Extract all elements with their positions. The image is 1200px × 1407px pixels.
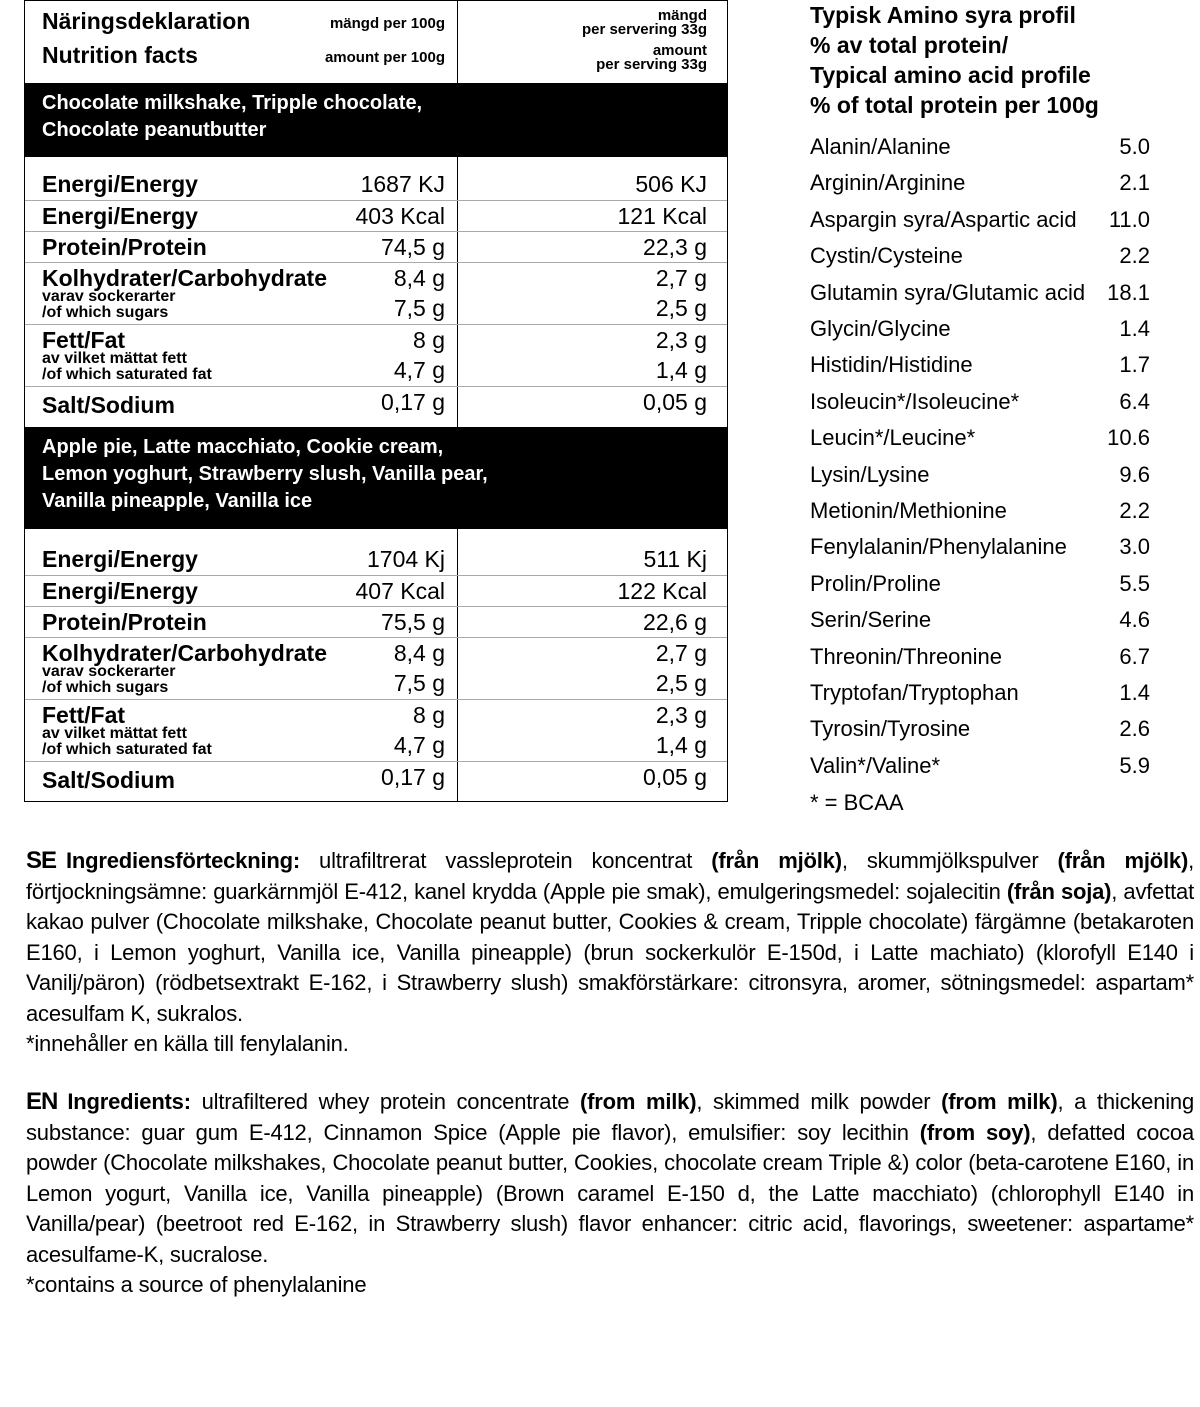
ingredients-en-note: *contains a source of phenylalanine [26, 1272, 367, 1297]
ingredients-se-note: *innehåller en källa till fenylalanin. [26, 1031, 349, 1056]
amino-row [810, 134, 1190, 170]
nutrition-table [24, 0, 728, 802]
amino-row [810, 170, 1190, 206]
text: , förtjockningsämne: guarkärnmjöl E-412, kanel krydda (Apple pie smak), emulgeringsmedel: sojalecitin [26, 848, 1195, 904]
value-per100: 0,17 g [381, 389, 445, 415]
g1-row-satfat [25, 350, 727, 386]
value-perserving: 122 Kcal [617, 578, 707, 604]
value-per100: 7,5 g [393, 670, 445, 696]
g2-row-energy-kj [25, 544, 727, 575]
value-per100: 8 g [413, 702, 445, 728]
value-perserving: 22,6 g [643, 609, 707, 635]
col-per100-en: amount per 100g [324, 49, 445, 66]
ingredients-se [26, 846, 1194, 1060]
value-per100: 74,5 g [381, 234, 445, 260]
flavor-group-2-line1: Apple pie, Latte macchiato, Cookie cream, [42, 436, 444, 458]
flavor-group-1-band [25, 83, 727, 157]
row-sublabel-en: /of which sugars [42, 679, 169, 696]
amino-row [810, 462, 1190, 498]
amino-row [810, 534, 1190, 570]
amino-value: 5.5 [1119, 570, 1150, 596]
amino-value: 2.2 [1119, 498, 1150, 523]
nutrition-title-en: Nutrition facts [42, 42, 198, 68]
row-sublabel-en: /of which sugars [42, 304, 169, 321]
col-perserving-en-line2: per serving 33g [596, 56, 707, 73]
g1-row-protein [25, 231, 727, 263]
value-per100: 407 Kcal [355, 578, 445, 604]
g1-row-energy-kcal [25, 200, 727, 232]
allergen: (från mjölk) [711, 848, 842, 873]
value-perserving: 0,05 g [643, 764, 707, 790]
amino-row [810, 680, 1190, 716]
value-per100: 4,7 g [393, 732, 445, 758]
row-sublabel-en: /of which saturated fat [42, 741, 212, 758]
amino-row [810, 243, 1190, 279]
nutrition-title-sv: Näringsdeklaration [42, 8, 251, 34]
amino-value: 2.2 [1119, 243, 1150, 269]
allergen: (from milk) [580, 1089, 697, 1114]
g2-row-satfat [25, 725, 727, 761]
value-perserving: 121 Kcal [617, 203, 707, 229]
amino-name: Serin/Serine [810, 607, 932, 633]
amino-name: Arginin/Arginine [810, 170, 966, 196]
amino-value: 9.6 [1119, 461, 1150, 487]
col-perserving-sv [507, 9, 707, 37]
amino-value: 1.4 [1119, 316, 1150, 341]
col-perserving-en-line1: amount [652, 42, 707, 59]
text: ultrafiltrerat vassleprotein koncentrat [299, 848, 712, 873]
row-label: Fett/Fat [42, 327, 126, 353]
amino-name: Valin*/Valine* [810, 752, 941, 778]
amino-value: 6.4 [1119, 388, 1150, 414]
value-per100: 8,4 g [393, 640, 445, 666]
value-per100: 7,5 g [393, 295, 445, 321]
row-label: Salt/Sodium [42, 767, 175, 793]
amino-value: 1.7 [1119, 352, 1150, 378]
g2-row-protein [25, 606, 727, 638]
lang-code-se: SE [26, 847, 57, 874]
row-label: Salt/Sodium [42, 392, 175, 418]
ingredients-se-heading: Ingrediensförteckning: [66, 848, 300, 873]
col-perserving-en [507, 44, 707, 72]
value-perserving: 22,3 g [643, 234, 707, 260]
g2-row-sugars [25, 663, 727, 699]
row-label: Protein/Protein [42, 234, 207, 260]
value-perserving: 2,7 g [655, 265, 707, 291]
g2-row-energy-kcal [25, 575, 727, 607]
value-perserving: 2,5 g [655, 295, 707, 321]
value-perserving: 2,5 g [655, 670, 707, 696]
amino-value: 1.4 [1119, 680, 1150, 705]
allergen: (from soy) [919, 1119, 1031, 1145]
amino-row [810, 716, 1190, 752]
amino-row [810, 644, 1190, 680]
amino-row [810, 571, 1190, 607]
value-perserving: 2,3 g [655, 327, 707, 353]
amino-value: 11.0 [1108, 206, 1150, 232]
allergen: (from milk) [941, 1089, 1058, 1114]
amino-row [810, 207, 1190, 243]
col-per100-sv: mängd per 100g [329, 15, 445, 32]
value-perserving: 506 KJ [635, 171, 707, 197]
text: , defatted cocoa powder (Chocolate milkshakes, Chocolate peanut butter, Cookies, chocolate cream Triple &) color (beta-carotene E160, in Lemon yogurt, Vanilla ice, Vanilla pineapple) (Brown caramel E-150 d, the Latte macchiato) (chlorophyll E140 in Vanilla/pear) (beetroot red E-162, in Strawberry slush) flavor enhancer: citric acid, flavorings, sweetener: aspartame* acesulfame-K, sucralose. [26, 1119, 1194, 1267]
amino-name: Leucin*/Leucine* [810, 425, 976, 451]
flavor-group-1-line1: Chocolate milkshake, Tripple chocolate, [42, 92, 423, 114]
ingredients-en [26, 1087, 1194, 1301]
value-perserving: 1,4 g [655, 357, 707, 383]
allergen: (från mjölk) [1057, 848, 1189, 873]
amino-value: 4.6 [1119, 607, 1150, 633]
g2-row-salt [25, 761, 727, 793]
amino-row [810, 753, 1190, 789]
value-perserving: 0,05 g [643, 389, 707, 415]
amino-name: Cystin/Cysteine [810, 243, 963, 269]
amino-name: Fenylalanin/Phenylalanine [810, 534, 1067, 560]
lang-code-en: EN [26, 1088, 58, 1115]
g1-row-energy-kj [25, 169, 727, 200]
amino-name: Lysin/Lysine [810, 461, 930, 487]
amino-value: 2.6 [1119, 716, 1150, 742]
text: , skimmed milk powder [696, 1089, 942, 1114]
amino-row [810, 607, 1190, 643]
row-sublabel-sv: av vilket mättat fett [42, 725, 187, 742]
flavor-group-2-line3: Vanilla pineapple, Vanilla ice [42, 490, 313, 512]
row-label: Energi/Energy [42, 203, 198, 229]
g1-row-sugars [25, 288, 727, 324]
value-per100: 8,4 g [393, 265, 445, 291]
value-per100: 1687 KJ [360, 171, 445, 197]
amino-name: Alanin/Alanine [810, 134, 951, 159]
amino-name: Tyrosin/Tyrosine [810, 716, 971, 742]
col-perserving-sv-line2: per servering 33g [581, 21, 707, 38]
value-perserving: 2,3 g [655, 702, 707, 728]
amino-acid-profile [810, 0, 1190, 815]
row-sublabel-sv: av vilket mättat fett [42, 350, 187, 367]
ingredients-en-heading: Ingredients: [67, 1089, 191, 1114]
amino-value: 18.1 [1107, 279, 1150, 305]
text: , avfettat kakao pulver (Chocolate milkshake, Chocolate peanut butter, Cookies & cream, Tripple chocolate) färgämne (betakaroten E160, i Lemon yoghurt, Vanilla ice, Vanilla pineapple) (brun sockerkulör E-150d, i Latte machiato) (klorofyll E140 i Vanilj/päron) (rödbetsextrakt E-162, i Strawberry slush) smakförstärkare: citronsyra, aromer, sötningsmedel: aspartam* acesulfam K, sukralos. [26, 878, 1194, 1026]
flavor-group-1-line2: Chocolate peanutbutter [42, 119, 267, 141]
amino-value: 10.6 [1107, 425, 1150, 451]
value-per100: 4,7 g [393, 357, 445, 383]
row-label: Protein/Protein [42, 609, 207, 635]
amino-row [810, 352, 1190, 388]
amino-name: Histidin/Histidine [810, 352, 973, 378]
row-label: Kolhydrater/Carbohydrate [42, 265, 328, 291]
amino-name: Prolin/Proline [810, 570, 941, 596]
amino-row [810, 316, 1190, 352]
flavor-group-2-line2: Lemon yoghurt, Strawberry slush, Vanilla pear, [42, 463, 488, 485]
amino-value: 6.7 [1119, 643, 1150, 669]
value-per100: 0,17 g [381, 764, 445, 790]
row-label: Energi/Energy [42, 546, 198, 572]
row-label: Energi/Energy [42, 578, 198, 604]
amino-name: Tryptofan/Tryptophan [810, 680, 1019, 705]
col-perserving-sv-line1: mängd [657, 7, 707, 24]
amino-value: 2.1 [1119, 170, 1150, 196]
g1-row-salt [25, 386, 727, 418]
value-perserving: 511 Kj [643, 546, 707, 572]
amino-row [810, 389, 1190, 425]
amino-row [810, 498, 1190, 534]
value-per100: 403 Kcal [355, 203, 445, 229]
text: , a thickening substance: guar gum E-412, Cinnamon Spice (Apple pie flavor), emulsifier: soy lecithin [26, 1089, 1195, 1145]
amino-value: 3.0 [1119, 534, 1150, 560]
allergen: (från soja) [1006, 878, 1112, 904]
amino-title: Typisk Amino syra profil % av total protein/ Typical amino acid profile % of total protein per 100g [810, 2, 1099, 118]
row-sublabel-sv: varav sockerarter [42, 288, 176, 305]
text: , skummjölkspulver [841, 848, 1058, 873]
amino-name: Metionin/Methionine [810, 498, 1007, 523]
value-per100: 1704 Kj [366, 546, 445, 572]
amino-value: 5.9 [1119, 752, 1150, 778]
row-sublabel-sv: varav sockerarter [42, 663, 176, 680]
bcaa-note: * = BCAA [810, 790, 904, 815]
row-label: Kolhydrater/Carbohydrate [42, 640, 328, 666]
flavor-group-2-band [25, 427, 727, 529]
amino-value: 5.0 [1119, 134, 1150, 159]
amino-name: Threonin/Threonine [810, 643, 1003, 669]
amino-name: Glycin/Glycine [810, 316, 951, 341]
amino-name: Glutamin syra/Glutamic acid [810, 279, 1086, 305]
row-label: Fett/Fat [42, 702, 126, 728]
row-sublabel-en: /of which saturated fat [42, 366, 212, 383]
row-label: Energi/Energy [42, 171, 198, 197]
amino-name: Isoleucin*/Isoleucine* [810, 388, 1020, 414]
value-perserving: 1,4 g [655, 732, 707, 758]
value-perserving: 2,7 g [655, 640, 707, 666]
amino-name: Aspargin syra/Aspartic acid [810, 206, 1077, 232]
amino-row [810, 425, 1190, 461]
amino-row [810, 280, 1190, 316]
value-per100: 75,5 g [381, 609, 445, 635]
value-per100: 8 g [413, 327, 445, 353]
text: ultrafiltered whey protein concentrate [190, 1089, 581, 1114]
